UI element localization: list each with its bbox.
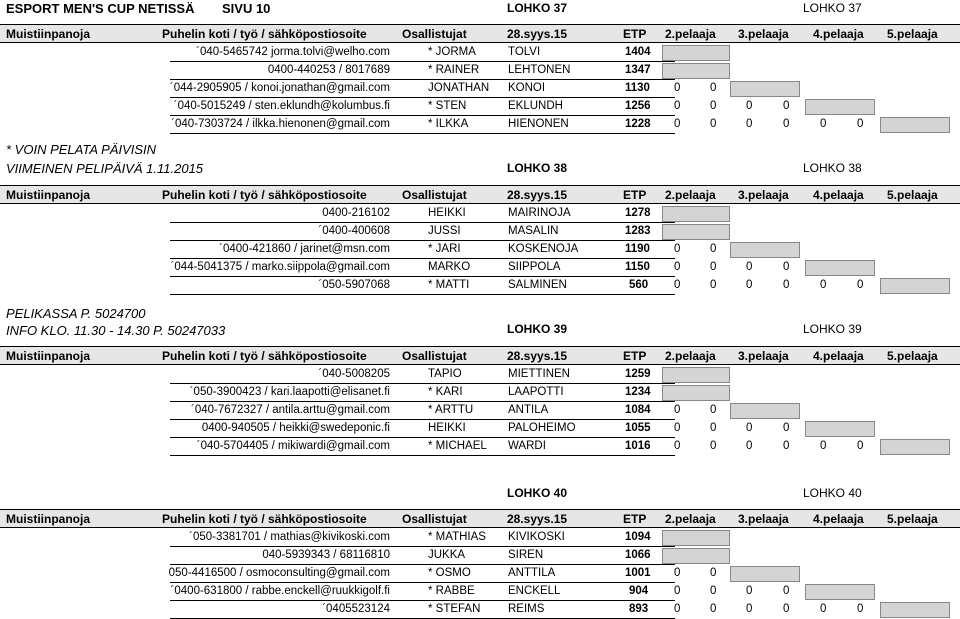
score-cell: 0 [746,585,753,597]
column-header: 5.pelaaja [887,27,938,41]
handicap: 893 [629,603,649,615]
handicap: 1256 [625,100,651,112]
last-name: TOLVI [508,46,541,58]
last-name: ANTILA [508,404,549,416]
score-cell: 0 [857,118,864,130]
column-header: Puhelin koti / työ / sähköpostiosoite [162,188,367,202]
column-header: 4.pelaaja [813,27,864,41]
note-play-days: * VOIN PELATA PÄIVISIN [6,142,157,157]
handicap: 1066 [625,549,651,561]
score-cell: 0 [820,118,827,130]
first-name: MARKO [428,261,471,273]
inactive-cell [730,242,800,258]
handicap: 1150 [625,261,650,273]
score-cell: 0 [674,422,681,434]
phone-email: ´0400-421860 / jarinet@msn.com [219,243,390,255]
handicap: 904 [629,585,649,597]
handicap: 1234 [625,386,651,398]
score-cell: 0 [746,118,753,130]
phone-email: 0400-940505 / heikki@swedeponic.fi [201,422,390,434]
handicap: 1094 [625,531,651,543]
player-row [0,529,960,547]
first-name: * STEFAN [428,603,481,615]
column-header: Osallistujat [402,188,467,202]
column-header: 2.pelaaja [665,512,716,526]
last-name: KOSKENOJA [508,243,579,255]
score-cell: 0 [783,603,790,615]
last-name: KONOI [508,82,546,94]
score-cell: 0 [746,100,753,112]
column-header: Puhelin koti / työ / sähköpostiosoite [162,27,367,41]
score-cell: 0 [820,603,827,615]
last-name: SIREN [508,549,544,561]
score-cell: 0 [710,603,717,615]
player-row [0,565,960,583]
handicap: 1404 [625,46,651,58]
score-cell: 0 [674,82,681,94]
score-cell: 0 [674,603,681,615]
last-name: LAAPOTTI [508,386,564,398]
first-name: HEIKKI [428,207,466,219]
note-last-day: VIIMEINEN PELIPÄIVÄ 1.11.2015 [6,161,204,176]
column-header: 2.pelaaja [665,349,716,363]
lohko-label-right: LOHKO 38 [803,161,862,175]
phone-email: ´044-5041375 / marko.siippola@gmail.com [170,261,390,273]
phone-email: ´040-5704405 / mikiwardi@gmail.com [196,440,390,452]
inactive-cell [662,530,730,546]
score-cell: 0 [710,279,717,291]
score-cell: 0 [746,603,753,615]
player-row [0,384,960,402]
player-row [0,223,960,241]
column-header: ETP [623,349,647,363]
inactive-cell [730,566,800,582]
inactive-cell [805,421,875,437]
score-cell: 0 [783,422,790,434]
score-cell: 0 [674,440,681,452]
column-header: 28.syys.15 [507,512,568,526]
player-row [0,62,960,80]
score-cell: 0 [820,279,827,291]
score-cell: 0 [674,279,681,291]
first-name: * RAINER [428,64,480,76]
column-header: 2.pelaaja [665,27,716,41]
inactive-cell [880,278,950,294]
first-name: * OSMO [428,567,471,579]
column-header: 3.pelaaja [738,27,789,41]
score-cell: 0 [710,585,717,597]
phone-email: 040-5939343 / 68116810 [262,549,390,561]
first-name: * KARI [428,386,463,398]
column-header: Osallistujat [402,512,467,526]
score-cell: 0 [674,567,681,579]
phone-email: 050-4416500 / osmoconsulting@gmail.com [168,567,390,579]
last-name: REIMS [508,603,545,615]
inactive-cell [662,224,730,240]
first-name: * MATHIAS [428,531,486,543]
score-cell: 0 [710,82,717,94]
handicap: 1001 [625,567,651,579]
column-header: 5.pelaaja [887,512,938,526]
phone-email: ´050-3381701 / mathias@kivikoski.com [189,531,390,543]
inactive-cell [880,602,950,618]
column-header: 5.pelaaja [887,188,938,202]
lohko-label: LOHKO 37 [507,1,568,15]
score-cell: 0 [820,440,827,452]
row-line [170,294,675,295]
inactive-cell [805,584,875,600]
player-row [0,80,960,98]
score-cell: 0 [746,422,753,434]
player-row [0,241,960,259]
column-header: Muistiinpanoja [6,512,90,526]
first-name: * STEN [428,100,467,112]
column-header: 4.pelaaja [813,349,864,363]
player-row [0,205,960,223]
player-row [0,116,960,134]
score-cell: 0 [783,261,790,273]
score-cell: 0 [857,603,864,615]
first-name: * JORMA [428,46,476,58]
lohko-label: LOHKO 39 [507,322,568,336]
lohko-label-right: LOHKO 40 [803,486,862,500]
player-row [0,583,960,601]
first-name: TAPIO [428,368,462,380]
last-name: PALOHEIMO [508,422,576,434]
last-name: MIETTINEN [508,368,570,380]
player-row [0,366,960,384]
lohko-label-right: LOHKO 39 [803,322,862,336]
inactive-cell [805,260,875,276]
player-row [0,259,960,277]
column-header: 5.pelaaja [887,349,938,363]
column-header: 4.pelaaja [813,188,864,202]
last-name: SIIPPOLA [508,261,561,273]
handicap: 1130 [625,82,650,94]
score-cell: 0 [746,279,753,291]
inactive-cell [730,81,800,97]
column-header-row [0,346,960,365]
phone-email: 0400-440253 / 8017689 [267,64,390,76]
note-cashier: PELIKASSA P. 5024700 [6,306,146,321]
score-cell: 0 [710,100,717,112]
handicap: 1228 [625,118,651,130]
handicap: 1190 [625,243,650,255]
player-row [0,402,960,420]
score-cell: 0 [710,440,717,452]
first-name: * JARI [428,243,461,255]
last-name: LEHTONEN [508,64,571,76]
column-header: ETP [623,188,647,202]
column-header: 3.pelaaja [738,512,789,526]
player-row [0,277,960,295]
first-name: * RABBE [428,585,475,597]
last-name: ANTTILA [508,567,556,579]
column-header: Osallistujat [402,349,467,363]
phone-email: ´044-2905905 / konoi.jonathan@gmail.com [169,82,390,94]
score-cell: 0 [746,261,753,273]
player-row [0,98,960,116]
inactive-cell [730,403,800,419]
lohko-label: LOHKO 38 [507,161,568,175]
score-cell: 0 [710,261,717,273]
column-header: Muistiinpanoja [6,188,90,202]
score-cell: 0 [746,440,753,452]
score-cell: 0 [783,585,790,597]
player-row [0,438,960,456]
column-header-row [0,509,960,528]
phone-email: ´040-5008205 [318,368,390,380]
page-number: SIVU 10 [222,1,271,16]
lohko-label-right: LOHKO 37 [803,1,862,15]
score-cell: 0 [674,404,681,416]
inactive-cell [662,45,730,61]
score-cell: 0 [674,118,681,130]
column-header: Puhelin koti / työ / sähköpostiosoite [162,349,367,363]
column-header: 28.syys.15 [507,188,568,202]
last-name: MAIRINOJA [508,207,571,219]
handicap: 1347 [625,64,651,76]
score-cell: 0 [857,440,864,452]
player-row [0,420,960,438]
first-name: * MATTI [428,279,470,291]
first-name: * ARTTU [428,404,474,416]
phone-email: ´0405523124 [322,603,390,615]
handicap: 1283 [625,225,651,237]
row-line [170,133,675,134]
phone-email: ´040-5015249 / sten.eklundh@kolumbus.fi [173,100,390,112]
column-header-row [0,185,960,204]
inactive-cell [662,367,730,383]
column-header: 2.pelaaja [665,188,716,202]
inactive-cell [662,206,730,222]
first-name: * MICHAEL [428,440,487,452]
score-cell: 0 [710,118,717,130]
phone-email: ´0400-400608 [318,225,390,237]
score-cell: 0 [674,261,681,273]
score-cell: 0 [674,100,681,112]
note-info: INFO KLO. 11.30 - 14.30 P. 50247033 [6,323,226,338]
score-cell: 0 [674,243,681,255]
handicap: 1259 [625,368,651,380]
handicap: 1278 [625,207,651,219]
column-header-row [0,24,960,43]
last-name: EKLUNDH [508,100,563,112]
first-name: * ILKKA [428,118,469,130]
score-cell: 0 [783,100,790,112]
column-header: 3.pelaaja [738,188,789,202]
column-header: Osallistujat [402,27,467,41]
inactive-cell [805,99,875,115]
score-cell: 0 [783,440,790,452]
inactive-cell [662,548,730,564]
score-cell: 0 [674,585,681,597]
column-header: Muistiinpanoja [6,27,90,41]
column-header: 28.syys.15 [507,349,568,363]
phone-email: ´040-5465742 jorma.tolvi@welho.com [196,46,390,58]
handicap: 560 [629,279,649,291]
player-row [0,44,960,62]
player-row [0,547,960,565]
page-title: ESPORT MEN'S CUP NETISSÄ [6,1,195,16]
last-name: HIENONEN [508,118,569,130]
score-cell: 0 [783,279,790,291]
last-name: MASALIN [508,225,559,237]
phone-email: ´040-7303724 / ilkka.hienonen@gmail.com [171,118,390,130]
score-cell: 0 [710,422,717,434]
handicap: 1055 [625,422,651,434]
phone-email: ´050-5907068 [318,279,390,291]
inactive-cell [662,63,730,79]
column-header: 28.syys.15 [507,27,568,41]
column-header: 4.pelaaja [813,512,864,526]
inactive-cell [880,439,950,455]
score-cell: 0 [710,567,717,579]
player-row [0,601,960,619]
column-header: ETP [623,512,647,526]
inactive-cell [662,385,730,401]
first-name: HEIKKI [428,422,466,434]
column-header: 3.pelaaja [738,349,789,363]
phone-email: ´0400-631800 / rabbe.enckell@ruukkigolf.fi [170,585,390,597]
lohko-label: LOHKO 40 [507,486,568,500]
handicap: 1016 [625,440,651,452]
phone-email: 0400-216102 [322,207,390,219]
last-name: ENCKELL [508,585,561,597]
column-header: ETP [623,27,647,41]
handicap: 1084 [625,404,651,416]
first-name: JUKKA [428,549,466,561]
score-cell: 0 [857,279,864,291]
phone-email: ´050-3900423 / kari.laapotti@elisanet.fi [189,386,390,398]
score-cell: 0 [710,243,717,255]
column-header: Puhelin koti / työ / sähköpostiosoite [162,512,367,526]
first-name: JUSSI [428,225,461,237]
score-cell: 0 [710,404,717,416]
phone-email: ´040-7672327 / antila.arttu@gmail.com [191,404,390,416]
row-line [170,455,675,456]
score-cell: 0 [783,118,790,130]
last-name: KIVIKOSKI [508,531,565,543]
column-header: Muistiinpanoja [6,349,90,363]
last-name: SALMINEN [508,279,567,291]
first-name: JONATHAN [428,82,490,94]
last-name: WARDI [508,440,546,452]
inactive-cell [880,117,950,133]
